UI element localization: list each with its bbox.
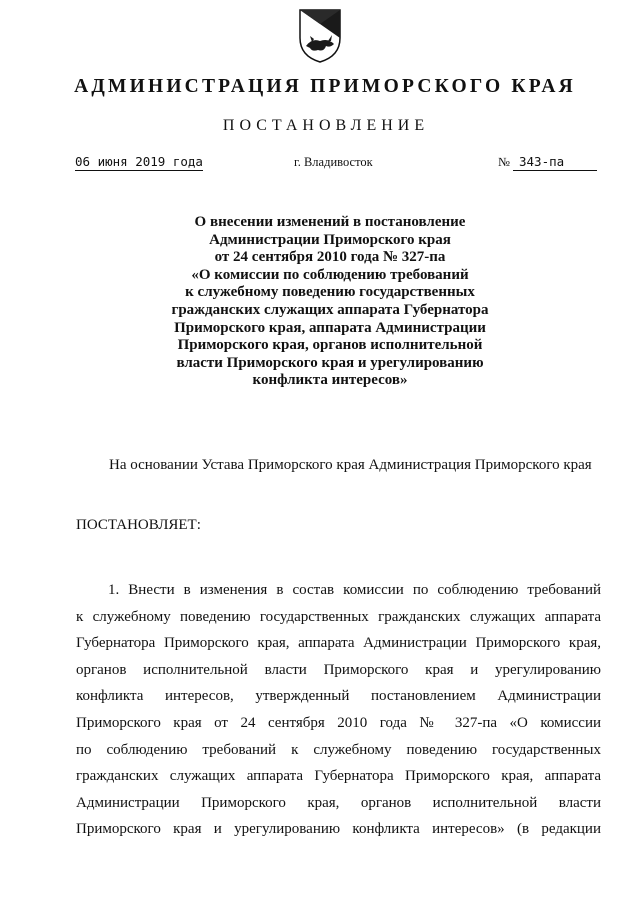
body-paragraph bbox=[76, 577, 601, 843]
body-line: Губернатора Приморского края, аппарата Администрации Приморского края, bbox=[76, 635, 601, 652]
title-line: Приморского края, аппарата Администрации bbox=[174, 319, 486, 336]
title-line: О внесении изменений в постановление bbox=[194, 214, 466, 230]
body-line: по соблюдению требований к служебному поведению государственных bbox=[76, 741, 601, 758]
document-type: ПОСТАНОВЛЕНИЕ bbox=[222, 117, 430, 134]
title-line: власти Приморского края и урегулированию bbox=[176, 354, 484, 371]
body-line: Администрации Приморского края, органов исполнительной власти bbox=[76, 794, 601, 811]
body-line: конфликта интересов, утвержденный постановлением Администрации bbox=[76, 688, 601, 705]
document-city: г. Владивосток bbox=[294, 155, 373, 169]
title-line: гражданских служащих аппарата Губернатора bbox=[171, 301, 489, 318]
document-number-label: № bbox=[498, 155, 510, 169]
title-line: Приморского края, органов исполнительной bbox=[177, 337, 483, 354]
document-number: 343-па bbox=[513, 154, 597, 171]
body-line: 1. Внести в изменения в состав комиссии по соблюдению требований bbox=[108, 582, 601, 598]
body-line: органов исполнительной власти Приморского края и урегулированию bbox=[76, 661, 601, 678]
coat-of-arms-emblem bbox=[298, 8, 342, 64]
document-title bbox=[150, 214, 510, 390]
basis-paragraph: На основании Устава Приморского края Администрация Приморского края bbox=[109, 457, 592, 473]
title-line: «О комиссии по соблюдению требований bbox=[191, 266, 469, 283]
document-date: 06 июня 2019 года bbox=[75, 154, 203, 169]
decree-heading: ПОСТАНОВЛЯЕТ: bbox=[76, 517, 201, 533]
title-line: Администрации Приморского края bbox=[209, 231, 451, 248]
body-line: гражданских служащих аппарата Губернатора Приморского края, аппарата bbox=[76, 768, 601, 785]
organization-name: АДМИНИСТРАЦИЯ ПРИМОРСКОГО КРАЯ bbox=[74, 76, 576, 97]
title-line: конфликта интересов» bbox=[252, 372, 408, 389]
body-line: Приморского края и урегулированию конфликта интересов» (в редакции bbox=[76, 821, 601, 838]
body-line: к служебному поведению государственных гражданских служащих аппарата bbox=[76, 608, 601, 625]
body-line: Приморского края от 24 сентября 2010 года № 327-па «О комиссии bbox=[76, 714, 601, 731]
title-line: к служебному поведению государственных bbox=[185, 284, 475, 301]
title-line: от 24 сентября 2010 года № 327-па bbox=[214, 249, 446, 266]
document-meta-row bbox=[0, 154, 640, 174]
